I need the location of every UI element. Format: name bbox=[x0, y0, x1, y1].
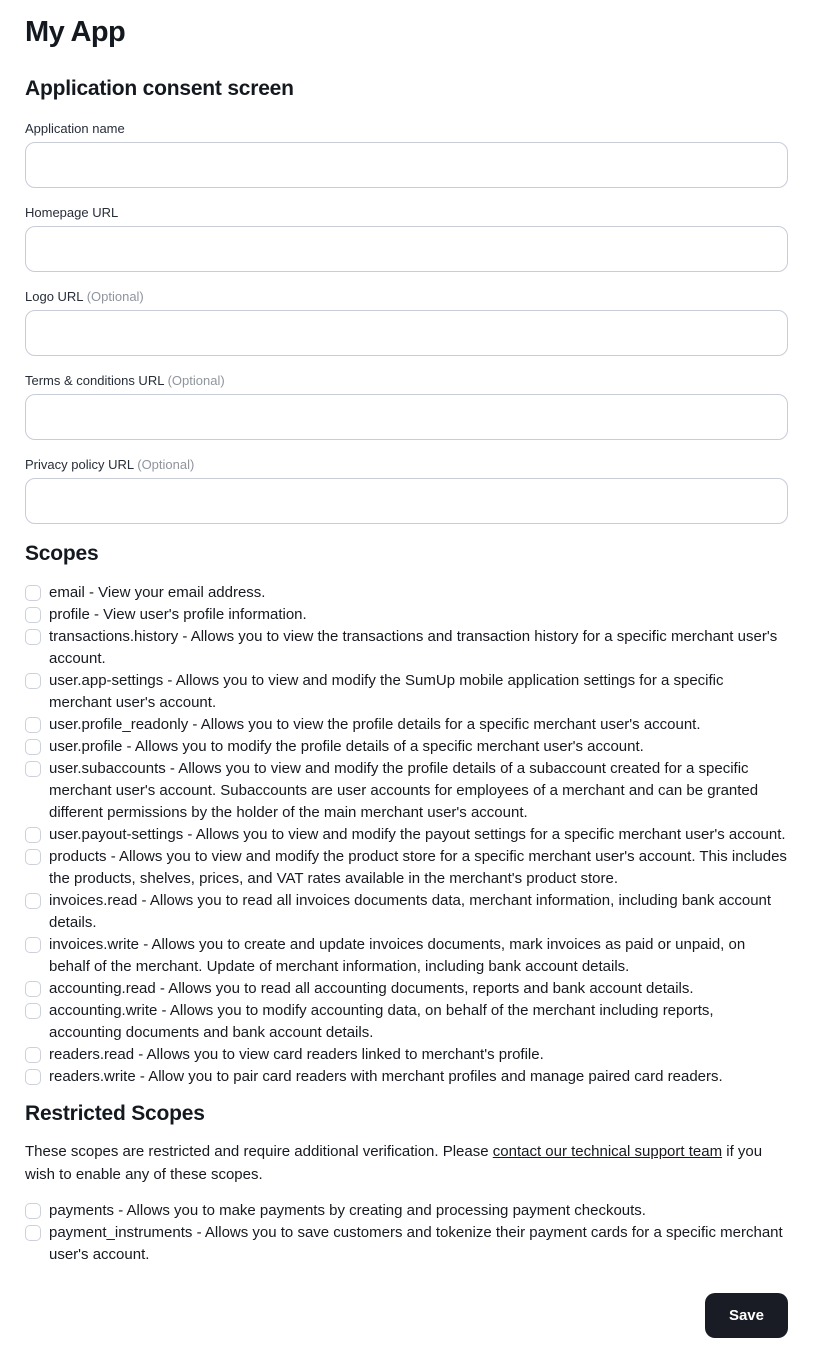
application-name-input[interactable] bbox=[25, 142, 788, 188]
checkbox-user.profile_readonly[interactable] bbox=[25, 717, 41, 733]
scope-label-payments: payments - Allows you to make payments by creating and processing payment checkouts. bbox=[49, 1202, 646, 1219]
logo-url-label-text: Logo URL bbox=[25, 289, 84, 304]
privacy-url-label-text: Privacy policy URL bbox=[25, 457, 134, 472]
restricted-scopes-heading: Restricted Scopes bbox=[25, 1102, 205, 1125]
terms-url-label bbox=[25, 373, 788, 388]
contact-support-link[interactable]: contact our technical support team bbox=[492, 1143, 723, 1160]
privacy-url-label bbox=[25, 457, 788, 472]
footer-actions bbox=[25, 1293, 788, 1338]
scope-item-transactions.history bbox=[25, 626, 788, 670]
logo-url-label bbox=[25, 289, 788, 304]
scope-item-accounting.write bbox=[25, 1000, 788, 1044]
logo-url-input[interactable] bbox=[25, 310, 788, 356]
scopes-list bbox=[25, 582, 788, 1088]
scope-label-invoices.write: invoices.write - Allows you to create and update invoices documents, mark invoices as paid or unpaid, on behalf of the merchant. Update of merchant information, including bank account details. bbox=[49, 936, 746, 975]
scope-item-payments bbox=[25, 1200, 788, 1222]
homepage-url-label bbox=[25, 205, 788, 220]
scope-item-readers.read bbox=[25, 1044, 788, 1066]
scope-item-products bbox=[25, 846, 788, 890]
scope-label-readers.read: readers.read - Allows you to view card readers linked to merchant's profile. bbox=[49, 1046, 544, 1063]
restricted-intro-after-link: if you wish to enable any of these scopes. bbox=[25, 1143, 763, 1183]
field-group-privacy-url bbox=[25, 457, 788, 524]
scope-label-user.profile: user.profile - Allows you to modify the profile details of a specific merchant user's account. bbox=[49, 738, 644, 755]
scope-label-user.subaccounts: user.subaccounts - Allows you to view and modify the profile details of a subaccount created for a specific merchant user's account. Subaccounts are user accounts for employees of a merchant and can be granted different permissions by the holder of the main merchant user's account. bbox=[49, 760, 759, 821]
checkbox-user.subaccounts[interactable] bbox=[25, 761, 41, 777]
checkbox-transactions.history[interactable] bbox=[25, 629, 41, 645]
save-button[interactable]: Save bbox=[705, 1293, 788, 1338]
terms-url-input[interactable] bbox=[25, 394, 788, 440]
field-group-homepage-url bbox=[25, 205, 788, 272]
scope-item-payment_instruments bbox=[25, 1222, 788, 1266]
scope-label-email: email - View your email address. bbox=[49, 584, 266, 601]
homepage-url-input[interactable] bbox=[25, 226, 788, 272]
scope-item-profile bbox=[25, 604, 788, 626]
page-title: My App bbox=[25, 16, 126, 48]
scope-label-accounting.read: accounting.read - Allows you to read all accounting documents, reports and bank account details. bbox=[49, 980, 694, 997]
checkbox-payment_instruments[interactable] bbox=[25, 1225, 41, 1241]
scope-item-invoices.write bbox=[25, 934, 788, 978]
scope-item-accounting.read bbox=[25, 978, 788, 1000]
scopes-heading: Scopes bbox=[25, 542, 99, 565]
checkbox-user.profile[interactable] bbox=[25, 739, 41, 755]
checkbox-readers.write[interactable] bbox=[25, 1069, 41, 1085]
scope-item-user.payout-settings bbox=[25, 824, 788, 846]
checkbox-products[interactable] bbox=[25, 849, 41, 865]
restricted-scopes-list bbox=[25, 1200, 788, 1266]
scope-label-user.app-settings: user.app-settings - Allows you to view and modify the SumUp mobile application settings for a specific merchant user's account. bbox=[49, 672, 724, 711]
checkbox-email[interactable] bbox=[25, 585, 41, 601]
field-group-logo-url bbox=[25, 289, 788, 356]
application-name-label-text: Application name bbox=[25, 121, 125, 136]
privacy-url-optional-suffix: (Optional) bbox=[137, 457, 195, 472]
scope-label-transactions.history: transactions.history - Allows you to view the transactions and transaction history for a specific merchant user's account. bbox=[49, 628, 778, 667]
scope-item-email bbox=[25, 582, 788, 604]
restricted-intro-before-link: These scopes are restricted and require additional verification. Please bbox=[25, 1143, 493, 1160]
checkbox-accounting.read[interactable] bbox=[25, 981, 41, 997]
logo-url-optional-suffix: (Optional) bbox=[86, 289, 144, 304]
field-group-terms-url bbox=[25, 373, 788, 440]
scope-label-user.payout-settings: user.payout-settings - Allows you to view and modify the payout settings for a specific merchant user's account. bbox=[49, 826, 786, 843]
scope-item-user.subaccounts bbox=[25, 758, 788, 824]
scope-label-profile: profile - View user's profile information. bbox=[49, 606, 307, 623]
scope-item-user.profile bbox=[25, 736, 788, 758]
scope-item-user.profile_readonly bbox=[25, 714, 788, 736]
checkbox-readers.read[interactable] bbox=[25, 1047, 41, 1063]
checkbox-accounting.write[interactable] bbox=[25, 1003, 41, 1019]
scope-label-accounting.write: accounting.write - Allows you to modify accounting data, on behalf of the merchant including reports, accounting documents and bank account details. bbox=[49, 1002, 714, 1041]
consent-screen-heading: Application consent screen bbox=[25, 77, 294, 100]
terms-url-label-text: Terms & conditions URL bbox=[25, 373, 164, 388]
field-group-application-name bbox=[25, 121, 788, 188]
checkbox-profile[interactable] bbox=[25, 607, 41, 623]
checkbox-invoices.read[interactable] bbox=[25, 893, 41, 909]
scope-label-invoices.read: invoices.read - Allows you to read all invoices documents data, merchant information, including bank account details. bbox=[49, 892, 772, 931]
homepage-url-label-text: Homepage URL bbox=[25, 205, 119, 220]
privacy-url-input[interactable] bbox=[25, 478, 788, 524]
scope-label-readers.write: readers.write - Allow you to pair card readers with merchant profiles and manage paired card readers. bbox=[49, 1068, 723, 1085]
scope-item-readers.write bbox=[25, 1066, 788, 1088]
scope-label-user.profile_readonly: user.profile_readonly - Allows you to view the profile details for a specific merchant user's account. bbox=[49, 716, 701, 733]
checkbox-payments[interactable] bbox=[25, 1203, 41, 1219]
scope-label-payment_instruments: payment_instruments - Allows you to save customers and tokenize their payment cards for a specific merchant user's account. bbox=[49, 1224, 783, 1263]
restricted-scopes-intro bbox=[25, 1140, 788, 1186]
checkbox-invoices.write[interactable] bbox=[25, 937, 41, 953]
scope-item-invoices.read bbox=[25, 890, 788, 934]
checkbox-user.payout-settings[interactable] bbox=[25, 827, 41, 843]
terms-url-optional-suffix: (Optional) bbox=[167, 373, 225, 388]
checkbox-user.app-settings[interactable] bbox=[25, 673, 41, 689]
application-name-label bbox=[25, 121, 788, 136]
scope-item-user.app-settings bbox=[25, 670, 788, 714]
scope-label-products: products - Allows you to view and modify the product store for a specific merchant user's account. This includes the products, shelves, prices, and VAT rates available in the merchant's product store. bbox=[49, 848, 787, 887]
